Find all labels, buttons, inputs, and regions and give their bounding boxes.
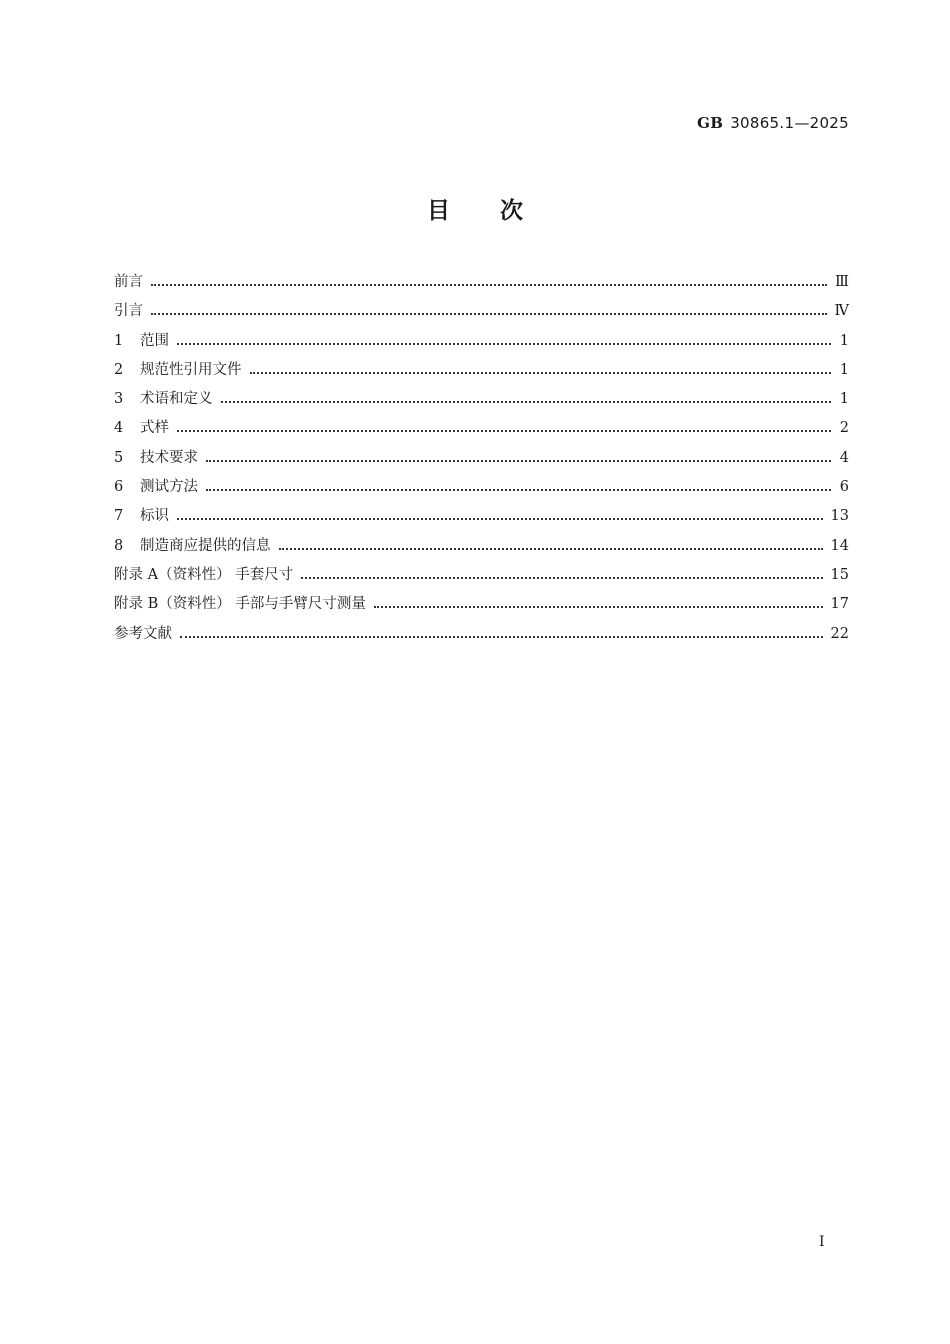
toc-entry-number: 2	[114, 361, 124, 378]
toc-entry-page: 15	[830, 566, 849, 583]
toc-entry-number: 5	[114, 449, 124, 466]
toc-entry-label: 附录 B（资料性） 手部与手臂尺寸测量	[114, 596, 366, 613]
standard-prefix: GB	[697, 114, 724, 132]
standard-number: 30865.1—2025	[730, 114, 849, 132]
toc-entry[interactable]	[114, 592, 849, 621]
toc-entry-label: 制造商应提供的信息	[140, 537, 271, 554]
toc-entry[interactable]	[114, 563, 849, 592]
toc-entry-page: 1	[839, 361, 849, 378]
toc-entry[interactable]	[114, 270, 849, 299]
dot-leader	[151, 312, 827, 315]
toc-entry-page: Ⅲ	[835, 274, 849, 290]
toc-entry-label: 前言	[114, 274, 143, 290]
toc-entry-label: 范围	[140, 332, 169, 349]
toc-entry-page: 1	[839, 332, 849, 349]
toc-entry[interactable]	[114, 534, 849, 563]
toc-entry-page: 4	[839, 449, 849, 466]
toc-entry-number: 3	[114, 391, 124, 408]
page-title: 目次	[427, 198, 573, 224]
toc-entry-page: 1	[839, 391, 849, 408]
dot-leader	[206, 459, 831, 462]
dot-leader	[180, 635, 823, 638]
toc-entry-number: 1	[114, 332, 124, 349]
toc-entry-label: 技术要求	[140, 449, 198, 466]
page-number: I	[819, 1234, 825, 1250]
toc-entry-page: Ⅳ	[834, 303, 849, 320]
toc-entry-label: 规范性引用文件	[140, 361, 242, 378]
dot-leader	[177, 429, 831, 432]
standard-code	[697, 114, 849, 132]
table-of-contents	[114, 270, 849, 651]
toc-entry[interactable]	[114, 329, 849, 358]
toc-entry[interactable]	[114, 504, 849, 533]
toc-entry-number: 7	[114, 508, 124, 525]
toc-entry-page: 14	[830, 537, 849, 554]
toc-entry-label: 引言	[114, 303, 143, 320]
toc-entry-label: 测试方法	[140, 479, 198, 496]
toc-entry-label: 参考文献	[114, 625, 172, 642]
dot-leader	[221, 400, 832, 403]
toc-entry-label: 式样	[140, 420, 169, 437]
dot-leader	[279, 547, 823, 550]
toc-entry[interactable]	[114, 358, 849, 387]
toc-entry[interactable]	[114, 475, 849, 504]
toc-entry[interactable]	[114, 299, 849, 328]
toc-entry-page: 22	[830, 625, 849, 642]
toc-entry-number: 8	[114, 537, 124, 554]
dot-leader	[177, 342, 831, 345]
toc-entry-label: 标识	[140, 508, 169, 525]
toc-entry-number: 6	[114, 479, 124, 496]
toc-entry-page: 2	[839, 420, 849, 437]
toc-entry[interactable]	[114, 622, 849, 651]
toc-entry[interactable]	[114, 416, 849, 445]
dot-leader	[151, 283, 827, 286]
toc-entry-page: 17	[830, 596, 849, 613]
toc-entry-label: 附录 A（资料性） 手套尺寸	[114, 566, 294, 583]
dot-leader	[301, 576, 822, 579]
toc-entry-page: 13	[830, 508, 849, 525]
toc-entry-page: 6	[839, 479, 849, 496]
dot-leader	[250, 371, 832, 374]
dot-leader	[374, 605, 823, 608]
toc-entry[interactable]	[114, 446, 849, 475]
toc-entry-number: 4	[114, 420, 124, 437]
dot-leader	[177, 517, 823, 520]
toc-entry[interactable]	[114, 387, 849, 416]
toc-entry-label: 术语和定义	[140, 391, 213, 408]
dot-leader	[206, 488, 831, 491]
